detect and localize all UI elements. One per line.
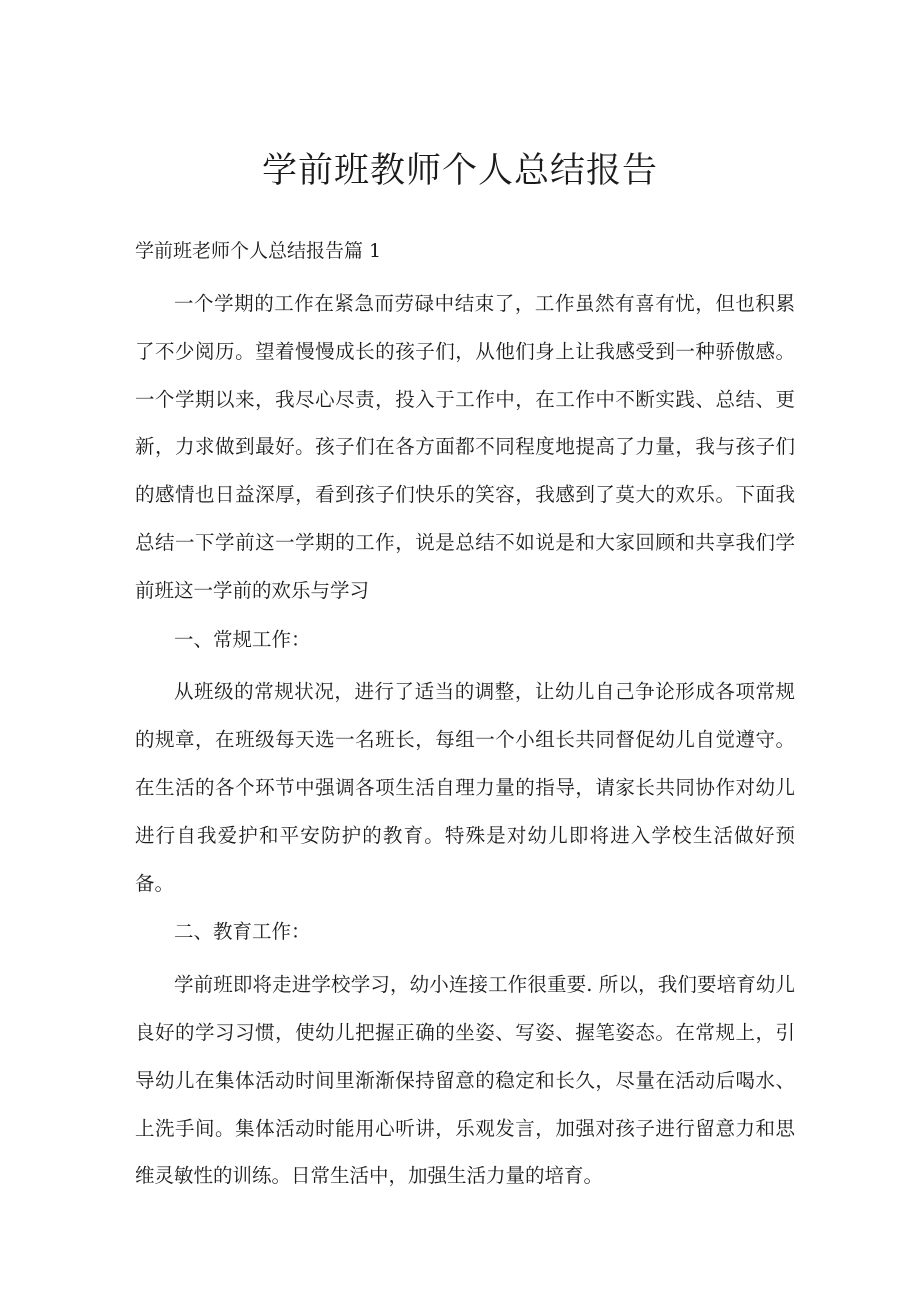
document-title: 学前班教师个人总结报告 bbox=[261, 151, 658, 191]
section-body-routine: 从班级的常规状况，进行了适当的调整，让幼儿自己争论形成各项常规的规章，在班级每天选一名班长，每组一个小组长共同督促幼儿自觉遵守。在生活的各个环节中强调各项生活自理力量的指导，请家长共同协作对幼儿进行自我爱护和平安防护的教育。特殊是对幼儿即将进入学校生活做好预备。 bbox=[135, 680, 795, 895]
section-body-education: 学前班即将走进学校学习，幼小连接工作很重要. 所以，我们要培育幼儿良好的学习习惯，使幼儿把握正确的坐姿、写姿、握笔姿态。在常规上，引导幼儿在集体活动时间里渐渐保持留意的稳定和长久，尽量在活动后喝水、上洗手间。集体活动时能用心听讲，乐观发言，加强对孩子进行留意力和思维灵敏性的训练。日常生活中，加强生活力量的培育。 bbox=[135, 973, 795, 1188]
intro-paragraph: 一个学期的工作在紧急而劳碌中结束了，工作虽然有喜有忧，但也积累了不少阅历。望着慢慢成长的孩子们，从他们身上让我感受到一种骄傲感。一个学期以来，我尽心尽责，投入于工作中，在工作中不断实践、总结、更新，力求做到最好。孩子们在各方面都不同程度地提高了力量，我与孩子们的感情也日益深厚，看到孩子们快乐的笑容，我感到了莫大的欢乐。下面我总结一下学前这一学期的工作，说是总结不如说是和大家回顾和共享我们学前班这一学前的欢乐与学习 bbox=[135, 292, 795, 602]
document-body bbox=[135, 280, 795, 1200]
document-subtitle: 学前班老师个人总结报告篇 1 bbox=[135, 240, 382, 262]
section-heading-education: 二、教育工作： bbox=[174, 920, 311, 944]
section-heading-routine: 一、常规工作： bbox=[174, 627, 311, 651]
